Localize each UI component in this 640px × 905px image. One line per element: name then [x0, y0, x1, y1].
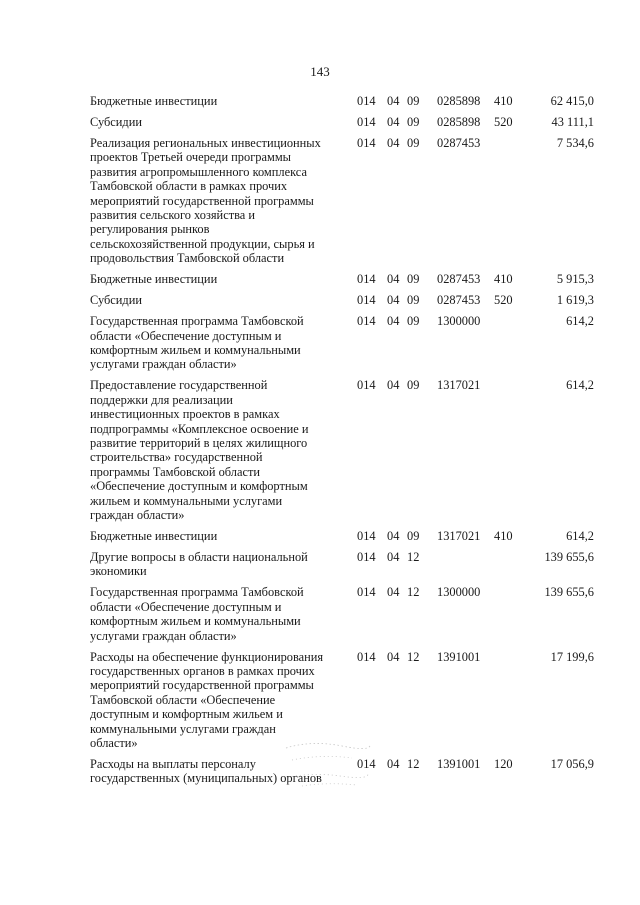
amount: 43 111,1 [551, 115, 594, 129]
expense-type-code: 520 [494, 293, 513, 308]
admin-code: 014 [357, 293, 376, 308]
row-name: Бюджетные инвестиции [90, 529, 218, 543]
section-code: 04 [387, 757, 400, 771]
section-code: 04 [387, 115, 400, 129]
admin-code: 014 [357, 115, 376, 129]
subsection-code: 12 [407, 649, 420, 664]
target-article-code: 0287453 [437, 293, 481, 308]
section-code: 04 [387, 136, 400, 150]
amount: 614,2 [566, 529, 594, 543]
amount: 139 655,6 [544, 585, 594, 600]
amount: 614,2 [566, 314, 594, 329]
subsection-code: 12 [407, 757, 420, 771]
section-code: 04 [387, 378, 400, 393]
expense-type-code: 410 [494, 529, 513, 543]
row-name: Расходы на обеспечение функционирования государственных органов в рамках прочих мероприятий государственной программы Тамбовской области «Обеспечение доступным и комфортным жильем и коммунальными услугами граждан области» [90, 649, 324, 751]
amount: 7 534,6 [556, 136, 594, 150]
section-code: 04 [387, 94, 400, 108]
expense-type-code: 410 [494, 94, 513, 108]
target-article-code: 1300000 [437, 585, 481, 600]
target-article-code: 1391001 [437, 649, 481, 664]
expense-type-code: 410 [494, 272, 513, 287]
subsection-code: 12 [407, 585, 420, 600]
subsection-code: 09 [407, 529, 420, 543]
expense-type-code: 120 [494, 757, 513, 771]
subsection-code: 09 [407, 115, 420, 129]
target-article-code: 0285898 [437, 94, 481, 108]
section-code: 04 [387, 314, 400, 329]
subsection-code: 09 [407, 378, 420, 393]
subsection-code: 09 [407, 136, 420, 150]
target-article-code: 1300000 [437, 314, 481, 329]
section-code: 04 [387, 272, 400, 287]
row-name: Государственная программа Тамбовской области «Обеспечение доступным и комфортным жильем и коммунальными услугами граждан области» [90, 314, 304, 372]
subsection-code: 09 [407, 314, 420, 329]
row-name: Предоставление государственной поддержки для реализации инвестиционных проектов в рамках подпрограммы «Комплексное освоение и развитие территорий в целях жилищного строительства» государственной программы Тамбовской области «Обеспечение доступным и комфортным жильем и коммунальными услугами граждан области» [90, 378, 309, 523]
admin-code: 014 [357, 529, 376, 543]
target-article-code: 0285898 [437, 115, 481, 129]
amount: 1 619,3 [556, 293, 594, 308]
admin-code: 014 [357, 649, 376, 664]
subsection-code: 09 [407, 293, 420, 308]
row-name: Субсидии [90, 293, 142, 308]
subsection-code: 09 [407, 272, 420, 287]
row-name: Расходы на выплаты персоналу государственных (муниципальных) органов [90, 757, 322, 786]
row-name: Бюджетные инвестиции [90, 94, 218, 108]
section-code: 04 [387, 585, 400, 600]
admin-code: 014 [357, 585, 376, 600]
row-name: Реализация региональных инвестиционных проектов Третьей очереди программы развития агропромышленного комплекса Тамбовской области в рамках прочих мероприятий государственной программы развития сельского хозяйства и регулирования рынков сельскохозяйственной продукции, сырья и продовольствия Тамбовской области [90, 136, 321, 266]
row-name: Бюджетные инвестиции [90, 272, 218, 287]
row-name: Другие вопросы в области национальной экономики [90, 550, 308, 579]
subsection-code: 12 [407, 550, 420, 564]
amount: 17 199,6 [550, 649, 594, 664]
section-code: 04 [387, 293, 400, 308]
expense-type-code: 520 [494, 115, 513, 129]
admin-code: 014 [357, 378, 376, 393]
admin-code: 014 [357, 314, 376, 329]
amount: 17 056,9 [550, 757, 594, 771]
target-article-code: 1317021 [437, 378, 481, 393]
section-code: 04 [387, 550, 400, 564]
amount: 139 655,6 [544, 550, 594, 564]
page-number: 143 [310, 64, 330, 79]
section-code: 04 [387, 529, 400, 543]
target-article-code: 1391001 [437, 757, 481, 771]
section-code: 04 [387, 649, 400, 664]
admin-code: 014 [357, 757, 376, 771]
amount: 614,2 [566, 378, 594, 393]
admin-code: 014 [357, 550, 376, 564]
row-name: Государственная программа Тамбовской области «Обеспечение доступным и комфортным жильем и коммунальными услугами граждан области» [90, 585, 304, 643]
subsection-code: 09 [407, 94, 420, 108]
admin-code: 014 [357, 94, 376, 108]
admin-code: 014 [357, 136, 376, 150]
amount: 62 415,0 [550, 94, 594, 108]
target-article-code: 1317021 [437, 529, 481, 543]
target-article-code: 0287453 [437, 272, 481, 287]
amount: 5 915,3 [556, 272, 594, 287]
row-name: Субсидии [90, 115, 142, 129]
admin-code: 014 [357, 272, 376, 287]
target-article-code: 0287453 [437, 136, 481, 150]
